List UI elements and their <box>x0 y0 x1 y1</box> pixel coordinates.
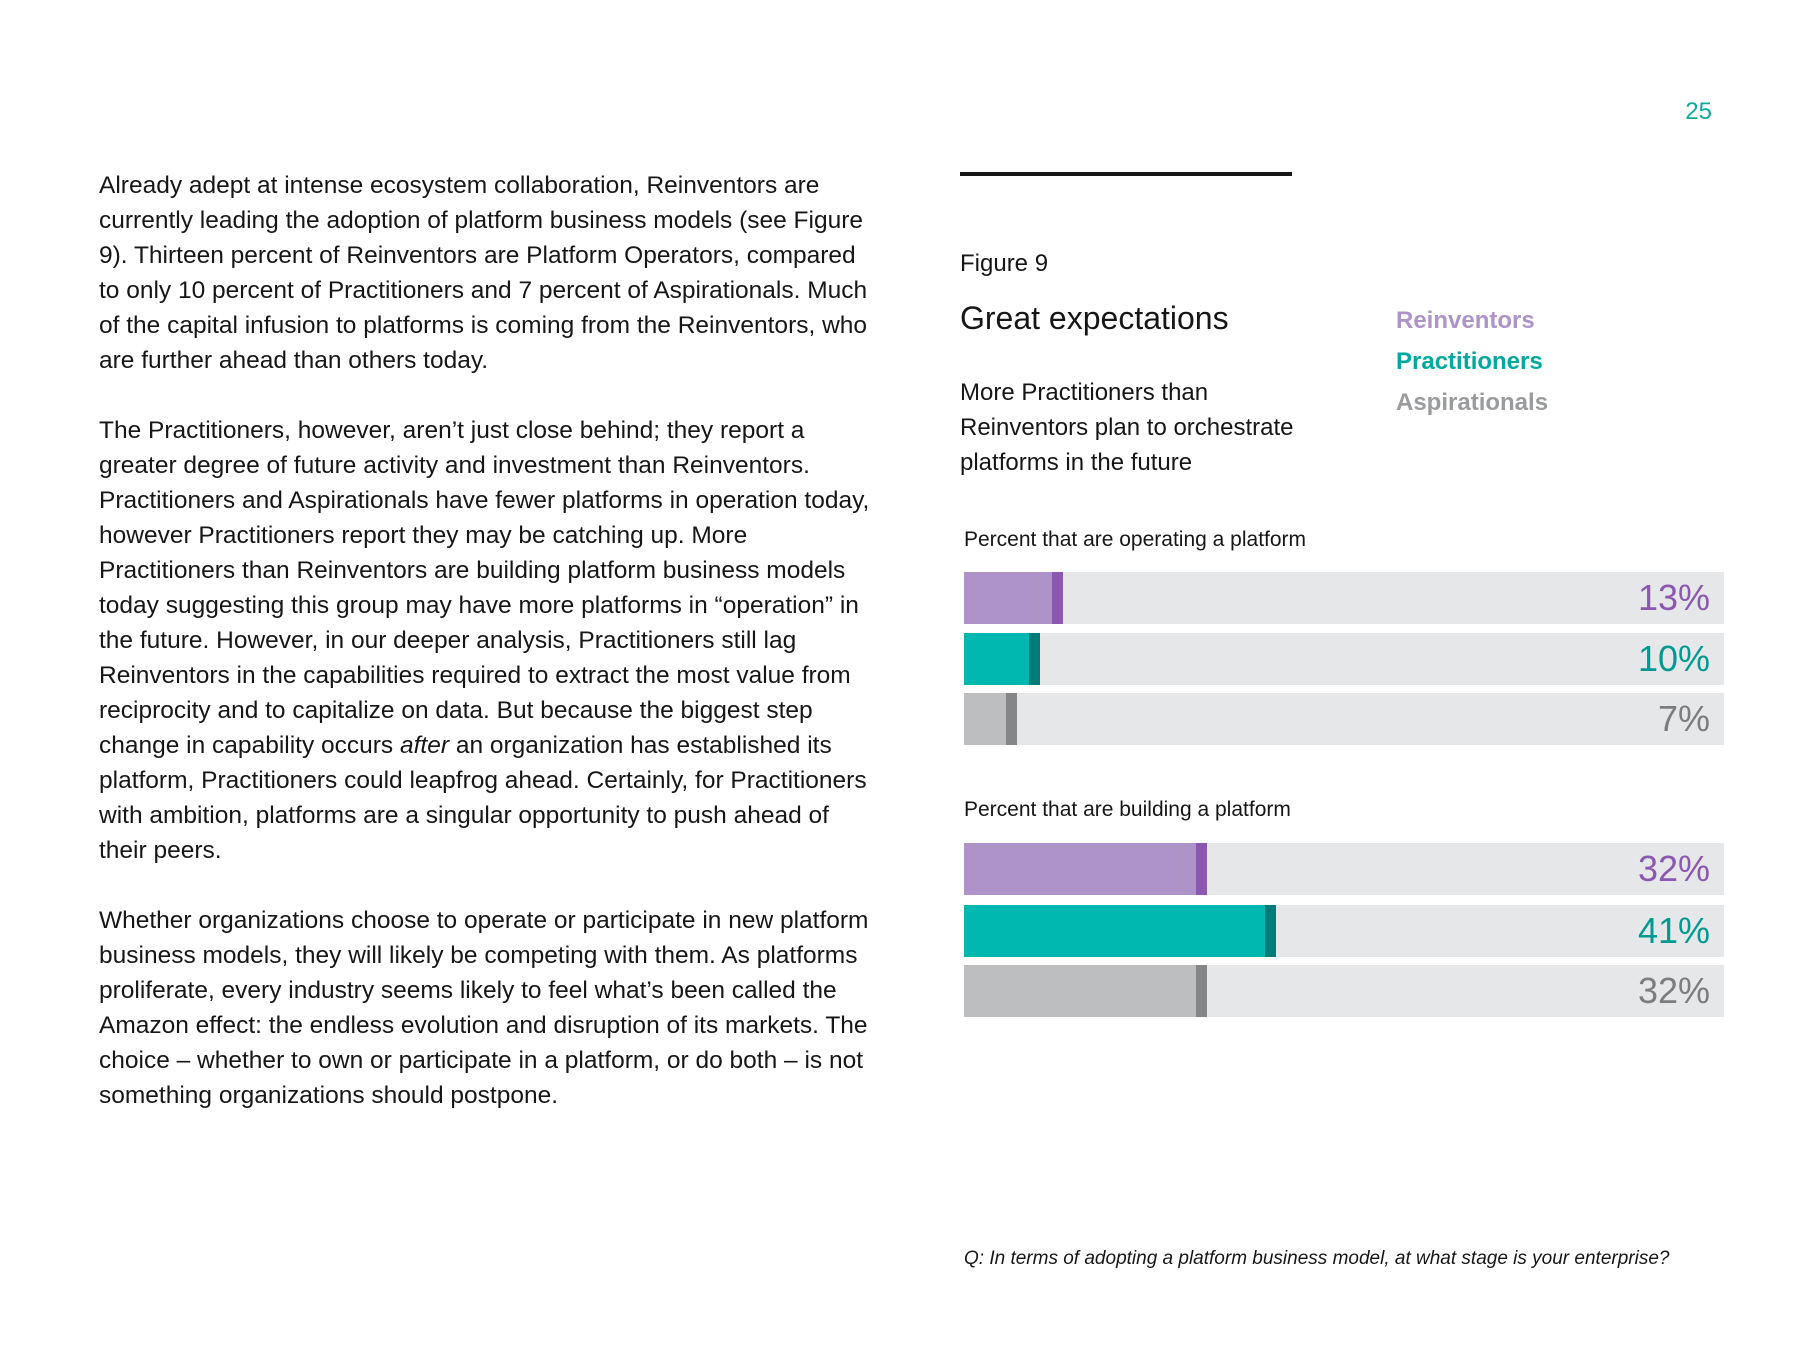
paragraph-2 <box>99 413 879 868</box>
bar-end-marker <box>1196 843 1207 895</box>
bar-track-practitioners <box>964 905 1724 957</box>
bar-track-aspirationals <box>964 693 1724 745</box>
bar-end-marker <box>1265 905 1276 957</box>
body-text <box>99 168 879 1148</box>
bar-track-reinventors <box>964 843 1724 895</box>
figure-divider <box>960 172 1292 176</box>
bar-end-marker <box>1029 633 1040 685</box>
bar-value-label: 13% <box>1637 577 1710 618</box>
bar-aspirationals <box>964 965 1207 1017</box>
chart-legend <box>1396 300 1548 423</box>
bar-value-label: 7% <box>1657 698 1710 739</box>
paragraph-2-part-2: an organization has established its platform, Practitioners could leapfrog ahead. Certainly, for Practitioners with ambition, platforms are a singular opportunity to push ahead of their peers. <box>99 732 867 864</box>
figure-footnote: Q: In terms of adopting a platform business model, at what stage is your enterprise? <box>964 1248 1670 1269</box>
legend-item-aspirationals: Aspirationals <box>1396 389 1549 416</box>
legend-item-reinventors: Reinventors <box>1396 307 1535 334</box>
bar-end-marker <box>1006 693 1017 745</box>
paragraph-1: Already adept at intense ecosystem collaboration, Reinventors are currently leading the adoption of platform business models (see Figure 9). Thirteen percent of Reinventors are Platform Operators, compared to only 10 percent of Practitioners and 7 percent of Aspirationals. Much of the capital infusion to platforms is coming from the Reinventors, who are further ahead than others today. <box>99 172 868 374</box>
bar-track-aspirationals <box>964 965 1724 1017</box>
page-number: 25 <box>1685 98 1712 125</box>
figure-title: Great expectations <box>960 300 1229 336</box>
bar-practitioners <box>964 905 1276 957</box>
paragraph-2-part-1: The Practitioners, however, aren’t just close behind; they report a greater degree of future activity and investment than Reinventors. Practitioners and Aspirationals have fewer platforms in operation today, however Practitioners report they may be catching up. More Practitioners than Reinventors are building platform business models today suggesting this group may have more platforms in “operation” in the future. However, in our deeper analysis, Practitioners still lag Reinventors in the capabilities required to extract the most value from reciprocity and to capitalize on data. But because the biggest step change in capability occurs <box>99 417 870 759</box>
bar-end-marker <box>1052 572 1063 624</box>
paragraph-3: Whether organizations choose to operate or participate in new platform business models, they will likely be competing with them. As platforms proliferate, every industry seems likely to feel what’s been called the Amazon effect: the endless evolution and disruption of its markets. The choice – whether to own or participate in a platform, or do both – is not something organizations should postpone. <box>99 907 869 1109</box>
bar-value-label: 32% <box>1637 970 1710 1011</box>
figure-label: Figure 9 <box>960 250 1049 277</box>
bar-value-label: 10% <box>1637 638 1710 679</box>
bar-value-label: 41% <box>1637 910 1710 951</box>
bar-value-label: 32% <box>1637 848 1710 889</box>
figure-subtitle: More Practitioners than Reinventors plan to orchestrate platforms in the future <box>960 379 1294 476</box>
bar-track-practitioners <box>964 633 1724 685</box>
legend-item-practitioners: Practitioners <box>1396 348 1543 375</box>
bar-end-marker <box>1196 965 1207 1017</box>
bar-reinventors <box>964 843 1207 895</box>
chart-group-label: Percent that are operating a platform <box>964 528 1307 551</box>
paragraph-2-emphasis: after <box>399 732 450 759</box>
chart-group-label: Percent that are building a platform <box>964 798 1291 821</box>
bar-track-reinventors <box>964 572 1724 624</box>
bar-reinventors <box>964 572 1063 624</box>
